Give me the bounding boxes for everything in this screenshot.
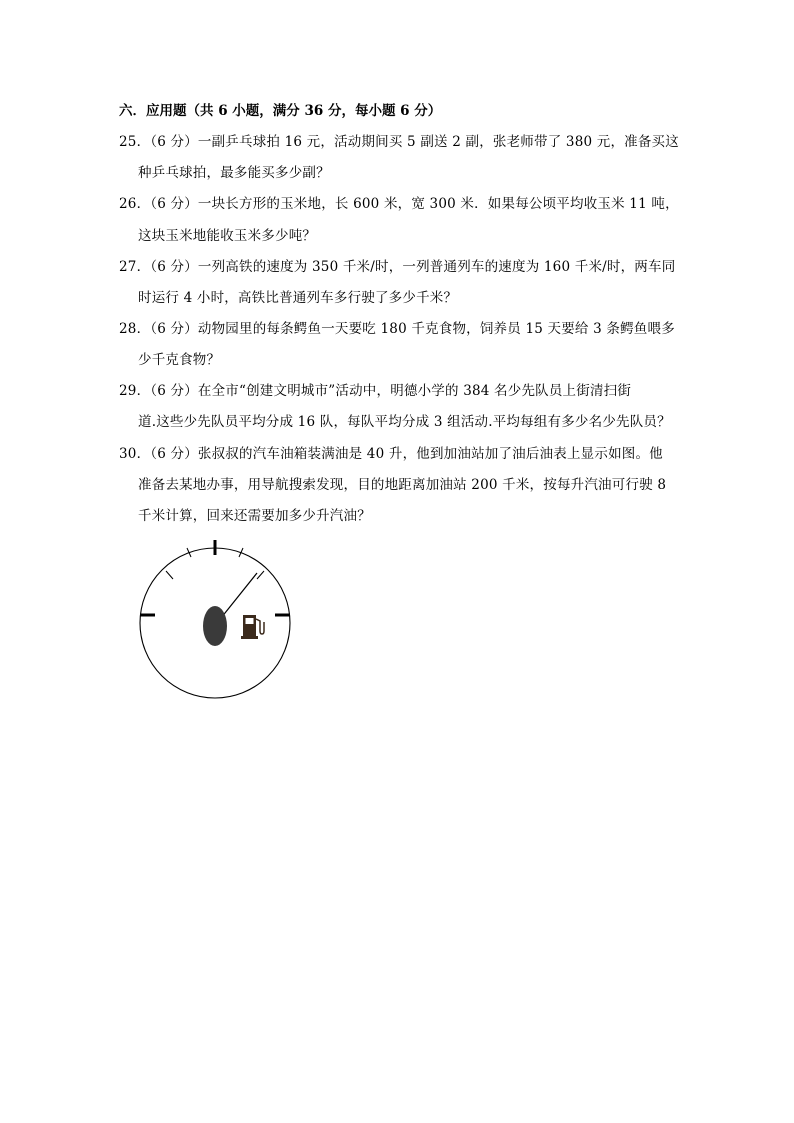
question-30-line-1: 30．（6 分）张叔叔的汽车油箱装满油是 40 升，他到加油站加了油后油表上显示如图。他: [119, 446, 663, 462]
question-29-line-2: 道.这些少先队员平均分成 16 队，每队平均分成 3 组活动.平均每组有多少名少先队员？: [138, 414, 671, 430]
question-30-line-2: 准备去某地办事，用导航搜索发现，目的地距离加油站 200 千米，按每升汽油可行驶 8: [138, 477, 667, 493]
question-29-line-1: 29．（6 分）在全市“创建文明城市”活动中，明德小学的 384 名少先队员上街清扫街: [119, 383, 632, 399]
question-25-line-2: 种乒乓球拍，最多能买多少副？: [138, 165, 330, 181]
question-28-line-2: 少千克食物？: [138, 352, 221, 368]
tick-3-4: [257, 571, 264, 579]
tick-1-4: [166, 571, 173, 579]
question-28-line-1: 28．（6 分）动物园里的每条鳄鱼一天要吃 180 千克食物，饲养员 15 天要给 3 条鳄鱼喂多: [119, 321, 675, 337]
question-30-line-3: 千米计算，回来还需要加多少升汽油？: [138, 508, 371, 524]
question-27-line-1: 27．（6 分）一列高铁的速度为 350 千米/时，一列普通列车的速度为 160 千米/时，两车同: [119, 259, 676, 275]
question-26-line-1: 26．（6 分）一块长方形的玉米地，长 600 米，宽 300 米．如果每公顷平均收玉米 11 吨，: [119, 196, 679, 212]
question-26-line-2: 这块玉米地能收玉米多少吨？: [138, 228, 317, 244]
fuel-pump-icon: [241, 615, 264, 639]
question-27-line-2: 时运行 4 小时，高铁比普通列车多行驶了多少千米？: [138, 290, 458, 306]
fuel-gauge-figure: [135, 535, 299, 707]
gauge-ticks: [140, 540, 290, 615]
section-heading: 六．应用题（共 6 小题，满分 36 分，每小题 6 分）: [119, 103, 442, 119]
gauge-hub: [203, 606, 227, 646]
question-25-line-1: 25．（6 分）一副乒乓球拍 16 元，活动期间买 5 副送 2 副，张老师带了 380 元，准备买这: [119, 134, 679, 150]
